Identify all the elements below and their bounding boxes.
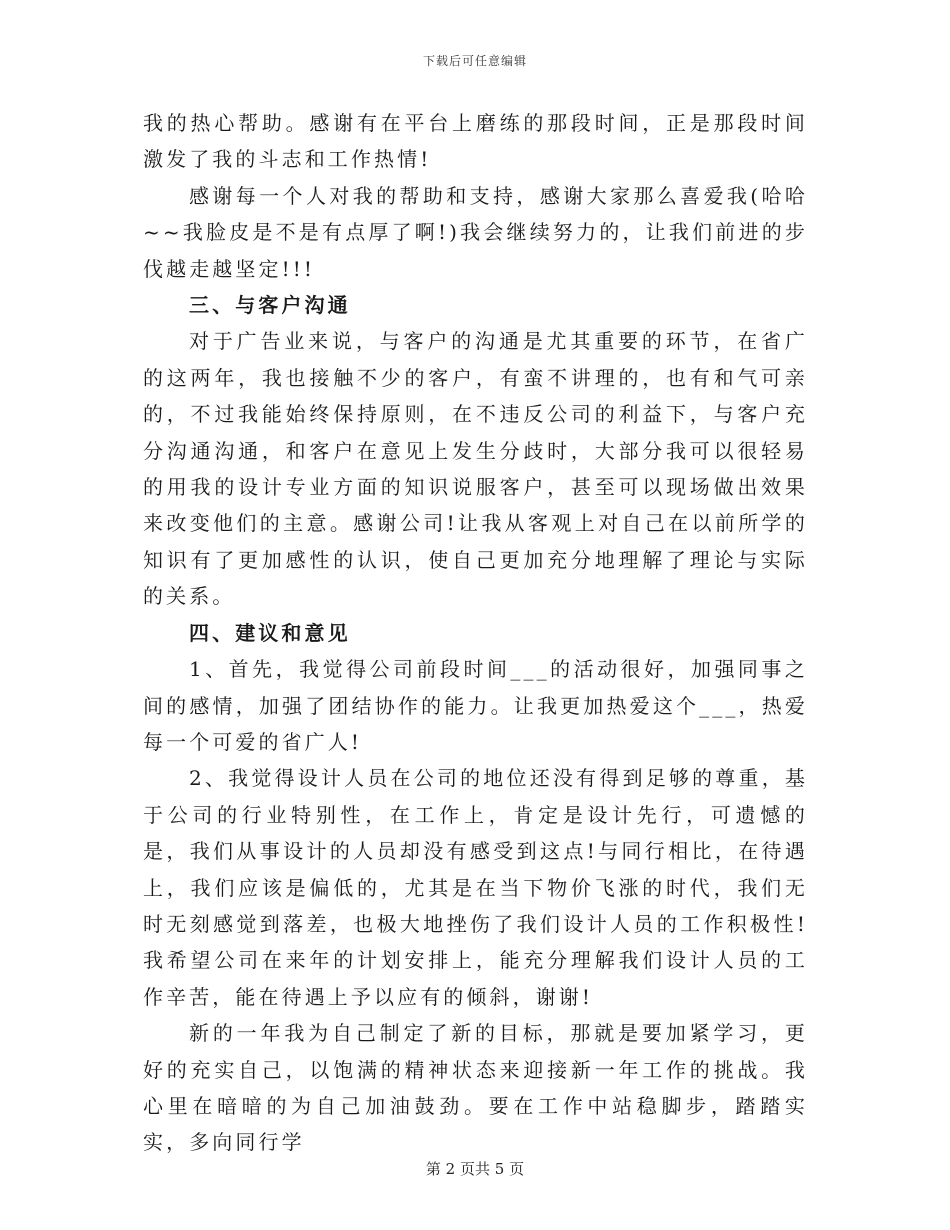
paragraph-new-year-goals: 新的一年我为自己制定了新的目标，那就是要加紧学习，更好的充实自己，以饱满的精神状态来迎接新一年工作的挑战。我心里在暗暗的为自己加油鼓劲。要在工作中站稳脚步，踏踏实实，多向同行学 [143,1021,808,1155]
section-heading-suggestions: 四、建议和意见 [189,620,351,645]
document-body [143,105,808,1161]
paragraph-suggestion-1: 1、首先，我觉得公司前段时间___的活动很好，加强同事之间的感情，加强了团结协作的能力。让我更加热爱这个___，热爱每一个可爱的省广人! [143,657,808,754]
paragraph-continuation: 我的热心帮助。感谢有在平台上磨练的那段时间，正是那段时间激发了我的斗志和工作热情! [143,111,808,172]
paragraph-thanks: 感谢每一个人对我的帮助和支持，感谢大家那么喜爱我(哈哈~~我脸皮是不是有点厚了啊!)我会继续努力的，让我们前进的步伐越走越坚定!!! [143,183,808,281]
paragraph-suggestion-2: 2、我觉得设计人员在公司的地位还没有得到足够的尊重，基于公司的行业特别性，在工作上，肯定是设计先行，可遗憾的是，我们从事设计的人员却没有感受到这点!与同行相比，在待遇上，我们应该是偏低的，尤其是在当下物价飞涨的时代，我们无时无刻感觉到落差，也极大地挫伤了我们设计人员的工作积极性!我希望公司在来年的计划安排上，能充分理解我们设计人员的工作辛苦，能在待遇上予以应有的倾斜，谢谢! [143,766,808,1009]
page-number: 第 2 页共 5 页 [425,1160,525,1178]
section-heading-client-communication: 三、与客户沟通 [189,293,351,318]
page-header-note: 下载后可任意编辑 [422,54,527,68]
paragraph-client-communication: 对于广告业来说，与客户的沟通是尤其重要的环节，在省广的这两年，我也接触不少的客户，有蛮不讲理的，也有和气可亲的，不过我能始终保持原则，在不违反公司的利益下，与客户充分沟通沟通，和客户在意见上发生分歧时，大部分我可以很轻易的用我的设计专业方面的知识说服客户，甚至可以现场做出效果来改变他们的主意。感谢公司!让我从客观上对自己在以前所学的知识有了更加感性的认识，使自己更加充分地理解了理论与实际的关系。 [143,329,808,609]
